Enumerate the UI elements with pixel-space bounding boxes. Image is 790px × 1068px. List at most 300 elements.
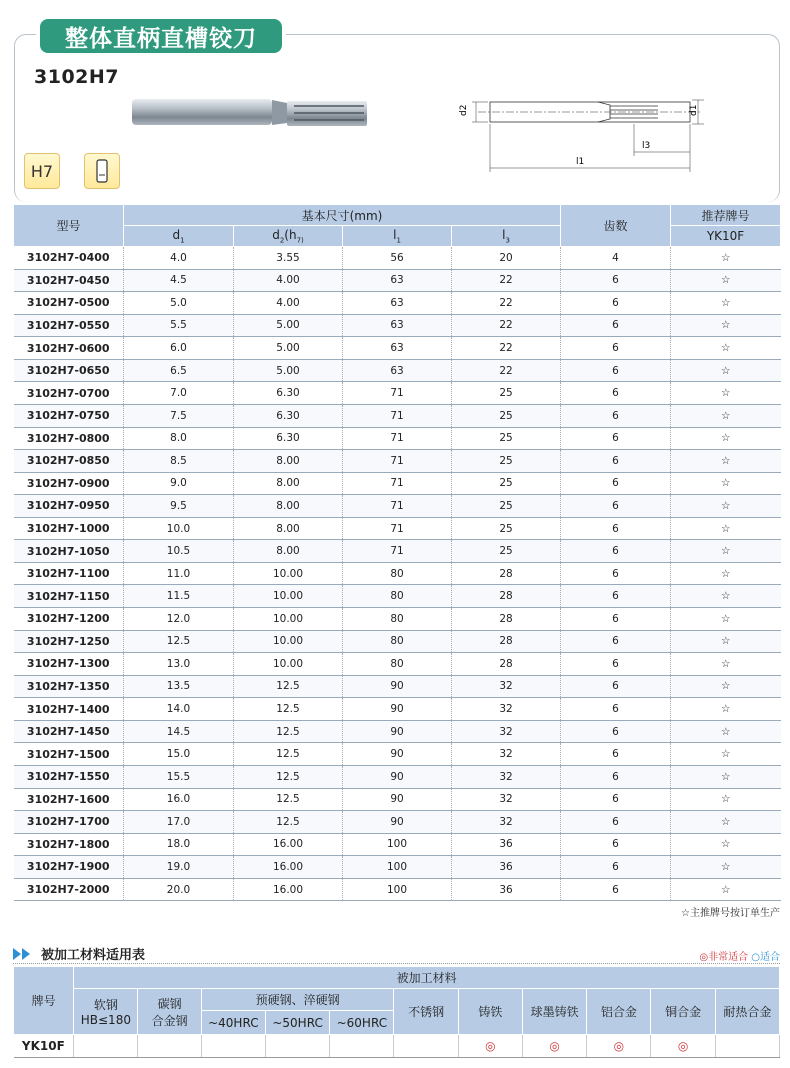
- table-cell: 32: [452, 698, 561, 721]
- table-row: [14, 788, 781, 811]
- table-cell: 12.5: [234, 765, 343, 788]
- table-cell: 15.5: [124, 765, 234, 788]
- table-cell: 22: [452, 337, 561, 360]
- table-cell: 6: [561, 608, 671, 631]
- table-cell: 3102H7-0600: [14, 337, 124, 360]
- materials-title-text: 被加工材料适用表: [41, 948, 146, 963]
- table-cell: 3102H7-0700: [14, 382, 124, 405]
- table-row: [14, 292, 781, 315]
- table-row: [14, 856, 781, 879]
- table-cell: 28: [452, 608, 561, 631]
- table-cell: 8.0: [124, 427, 234, 450]
- table-row: [14, 833, 781, 856]
- l3-sub: 3: [505, 236, 510, 245]
- table-cell: 25: [452, 427, 561, 450]
- table-cell: 36: [452, 833, 561, 856]
- table-cell: 6: [561, 743, 671, 766]
- col-grade-name-header: YK10F: [671, 226, 781, 247]
- table-row: [14, 472, 781, 495]
- table-cell: 6.5: [124, 359, 234, 382]
- table-row: [14, 878, 781, 901]
- table-row: [14, 653, 781, 676]
- table-cell: 10.00: [234, 630, 343, 653]
- table-row: [14, 247, 781, 270]
- mat-suitability-cell: ◎: [522, 1035, 586, 1058]
- table-cell: ☆: [671, 540, 781, 563]
- table-cell: 6.30: [234, 382, 343, 405]
- col-teeth-header: 齿数: [561, 205, 671, 247]
- table-cell: 32: [452, 788, 561, 811]
- table-cell: 5.00: [234, 314, 343, 337]
- col-d2-header: [234, 226, 343, 247]
- table-cell: 4.00: [234, 292, 343, 315]
- table-cell: 3102H7-1150: [14, 585, 124, 608]
- mat-suitability-cell: ◎: [587, 1035, 651, 1058]
- table-cell: 3102H7-0550: [14, 314, 124, 337]
- table-cell: ☆: [671, 292, 781, 315]
- mat-suitability-cell: ◎: [651, 1035, 715, 1058]
- table-row: [14, 269, 781, 292]
- table-cell: 25: [452, 450, 561, 473]
- table-cell: ☆: [671, 675, 781, 698]
- mat-suitability-cell: [74, 1035, 138, 1058]
- mat-col-alu: 铝合金: [587, 989, 651, 1035]
- table-cell: 25: [452, 382, 561, 405]
- table-cell: 3102H7-1800: [14, 833, 124, 856]
- table-cell: 12.5: [234, 698, 343, 721]
- table-cell: 8.00: [234, 450, 343, 473]
- table-cell: 80: [343, 585, 452, 608]
- tolerance-badge: [24, 153, 60, 189]
- table-cell: 90: [343, 720, 452, 743]
- table-row: [14, 404, 781, 427]
- label-d1: d1: [689, 104, 699, 116]
- table-cell: 20: [452, 247, 561, 270]
- table-cell: ☆: [671, 517, 781, 540]
- footnote: ☆主推牌号按订单生产: [681, 908, 780, 919]
- table-cell: 3102H7-0400: [14, 247, 124, 270]
- table-cell: 56: [343, 247, 452, 270]
- table-cell: 3102H7-1600: [14, 788, 124, 811]
- table-cell: 6: [561, 630, 671, 653]
- table-cell: 6: [561, 788, 671, 811]
- table-cell: ☆: [671, 337, 781, 360]
- table-cell: ☆: [671, 743, 781, 766]
- table-row: [14, 382, 781, 405]
- table-cell: 36: [452, 878, 561, 901]
- d2-sub: 2: [279, 236, 285, 245]
- table-cell: 9.5: [124, 495, 234, 518]
- soft-steel-label: 软钢: [93, 998, 118, 1012]
- table-cell: ☆: [671, 450, 781, 473]
- soft-steel-sub: HB≤180: [80, 1013, 131, 1027]
- table-cell: 8.00: [234, 517, 343, 540]
- table-cell: 3102H7-1400: [14, 698, 124, 721]
- d2-tol-sub: 7): [296, 236, 304, 245]
- table-cell: 3102H7-1700: [14, 811, 124, 834]
- table-cell: 6: [561, 878, 671, 901]
- table-cell: ☆: [671, 856, 781, 879]
- table-cell: ☆: [671, 562, 781, 585]
- table-cell: 100: [343, 856, 452, 879]
- table-cell: 63: [343, 337, 452, 360]
- mat-col-ductile: 球墨铸铁: [522, 989, 586, 1035]
- table-cell: 6.30: [234, 404, 343, 427]
- label-l1: l1: [576, 157, 585, 167]
- table-row: [14, 630, 781, 653]
- table-cell: 13.0: [124, 653, 234, 676]
- table-cell: 6: [561, 359, 671, 382]
- model-number: 3102H7: [34, 66, 120, 88]
- table-cell: 6: [561, 856, 671, 879]
- table-cell: 3102H7-1350: [14, 675, 124, 698]
- d1-letter: d: [172, 227, 181, 242]
- l1-sub: 1: [396, 236, 401, 245]
- table-row: [14, 495, 781, 518]
- table-cell: ☆: [671, 495, 781, 518]
- table-cell: 3102H7-0450: [14, 269, 124, 292]
- table-cell: 8.00: [234, 540, 343, 563]
- table-cell: 28: [452, 585, 561, 608]
- mat-suitability-cell: [330, 1035, 394, 1058]
- table-cell: 36: [452, 856, 561, 879]
- table-cell: ☆: [671, 765, 781, 788]
- materials-section-title: [13, 944, 145, 963]
- legend-very-suitable: ◎非常适合: [699, 952, 749, 963]
- table-row: [14, 562, 781, 585]
- table-cell: 16.00: [234, 856, 343, 879]
- table-cell: ☆: [671, 247, 781, 270]
- table-cell: 12.5: [234, 811, 343, 834]
- mat-col-castiron: 铸铁: [458, 989, 522, 1035]
- table-cell: 16.0: [124, 788, 234, 811]
- table-row: [14, 359, 781, 382]
- double-arrow-icon: [13, 948, 35, 960]
- table-cell: 8.00: [234, 495, 343, 518]
- table-cell: 80: [343, 562, 452, 585]
- table-cell: 22: [452, 269, 561, 292]
- table-cell: 6: [561, 292, 671, 315]
- table-cell: 3102H7-1900: [14, 856, 124, 879]
- col-grade-header: 推荐牌号: [671, 205, 781, 226]
- col-model-header: 型号: [14, 205, 124, 247]
- table-cell: 22: [452, 292, 561, 315]
- table-cell: ☆: [671, 630, 781, 653]
- table-cell: 6.0: [124, 337, 234, 360]
- table-cell: 14.5: [124, 720, 234, 743]
- table-cell: 4.0: [124, 247, 234, 270]
- table-cell: 6: [561, 427, 671, 450]
- table-cell: 14.0: [124, 698, 234, 721]
- table-cell: 80: [343, 608, 452, 631]
- table-cell: ☆: [671, 788, 781, 811]
- table-cell: 12.5: [234, 788, 343, 811]
- mat-col-hrc50: ~50HRC: [265, 1011, 329, 1035]
- table-cell: 71: [343, 540, 452, 563]
- table-cell: 32: [452, 765, 561, 788]
- reamer-technical-drawing: [458, 92, 708, 178]
- table-cell: 71: [343, 517, 452, 540]
- mat-suitability-cell: ◎: [458, 1035, 522, 1058]
- tolerance-label: H7: [30, 161, 54, 181]
- mat-col-stainless: 不锈钢: [394, 989, 458, 1035]
- table-cell: 6: [561, 517, 671, 540]
- table-cell: 4: [561, 247, 671, 270]
- table-cell: ☆: [671, 427, 781, 450]
- table-cell: ☆: [671, 833, 781, 856]
- table-cell: 19.0: [124, 856, 234, 879]
- table-cell: 6: [561, 450, 671, 473]
- table-cell: 28: [452, 630, 561, 653]
- table-cell: 6: [561, 765, 671, 788]
- table-cell: ☆: [671, 698, 781, 721]
- table-cell: 90: [343, 811, 452, 834]
- table-cell: 12.0: [124, 608, 234, 631]
- table-cell: ☆: [671, 720, 781, 743]
- table-cell: 16.00: [234, 878, 343, 901]
- table-cell: 90: [343, 743, 452, 766]
- table-cell: 100: [343, 878, 452, 901]
- table-cell: ☆: [671, 608, 781, 631]
- mat-col-hard-group: 预硬钢、淬硬钢: [201, 989, 394, 1011]
- mat-suitability-cell: [201, 1035, 265, 1058]
- table-cell: ☆: [671, 653, 781, 676]
- table-cell: 8.00: [234, 472, 343, 495]
- col-l1-header: [343, 226, 452, 247]
- table-cell: 3102H7-1250: [14, 630, 124, 653]
- d2-tol: (h: [284, 227, 297, 242]
- carbon-steel-label: 碳钢: [157, 996, 182, 1011]
- table-cell: 71: [343, 427, 452, 450]
- table-row: [14, 720, 781, 743]
- table-row: [14, 450, 781, 473]
- table-cell: ☆: [671, 878, 781, 901]
- table-cell: 3102H7-0950: [14, 495, 124, 518]
- mat-col-copper: 铜合金: [651, 989, 715, 1035]
- table-cell: 3102H7-1000: [14, 517, 124, 540]
- table-cell: 3102H7-1550: [14, 765, 124, 788]
- table-cell: 90: [343, 698, 452, 721]
- table-row: [14, 675, 781, 698]
- table-cell: 71: [343, 472, 452, 495]
- table-row: [14, 743, 781, 766]
- table-cell: 25: [452, 495, 561, 518]
- reamer-spec-table: [13, 204, 781, 901]
- table-cell: 12.5: [234, 720, 343, 743]
- table-cell: ☆: [671, 472, 781, 495]
- table-cell: 12.5: [234, 743, 343, 766]
- table-cell: 3102H7-1200: [14, 608, 124, 631]
- table-cell: 25: [452, 540, 561, 563]
- label-d2: d2: [459, 104, 469, 116]
- mat-suitability-cell: [265, 1035, 329, 1058]
- table-cell: 6: [561, 337, 671, 360]
- mat-col-soft: [74, 989, 138, 1035]
- table-cell: 32: [452, 675, 561, 698]
- table-cell: 71: [343, 404, 452, 427]
- table-cell: 6: [561, 382, 671, 405]
- table-cell: 7.0: [124, 382, 234, 405]
- table-row: [14, 811, 781, 834]
- table-cell: ☆: [671, 811, 781, 834]
- table-cell: ☆: [671, 404, 781, 427]
- table-cell: 63: [343, 314, 452, 337]
- mat-col-hrc60: ~60HRC: [330, 1011, 394, 1035]
- table-row: [14, 540, 781, 563]
- mat-grade-cell: YK10F: [14, 1035, 74, 1058]
- table-cell: 11.0: [124, 562, 234, 585]
- table-cell: 63: [343, 269, 452, 292]
- table-cell: 3102H7-2000: [14, 878, 124, 901]
- table-cell: 10.00: [234, 608, 343, 631]
- table-cell: 6.30: [234, 427, 343, 450]
- table-row: [14, 608, 781, 631]
- table-cell: 25: [452, 517, 561, 540]
- table-cell: ☆: [671, 269, 781, 292]
- table-cell: 71: [343, 382, 452, 405]
- table-cell: 3102H7-0650: [14, 359, 124, 382]
- table-cell: 80: [343, 630, 452, 653]
- section-divider: [13, 963, 780, 964]
- mat-suitability-cell: [394, 1035, 458, 1058]
- table-cell: ☆: [671, 359, 781, 382]
- col-d1-header: [124, 226, 234, 247]
- materials-table: [13, 966, 780, 1058]
- mat-suitability-cell: [138, 1035, 201, 1058]
- table-cell: 5.00: [234, 359, 343, 382]
- table-cell: 3102H7-1450: [14, 720, 124, 743]
- table-cell: 5.00: [234, 337, 343, 360]
- table-cell: 12.5: [124, 630, 234, 653]
- materials-legend: [699, 948, 780, 963]
- mat-row-yk10f: [14, 1035, 780, 1058]
- table-cell: 22: [452, 314, 561, 337]
- table-cell: 10.00: [234, 562, 343, 585]
- table-cell: 5.5: [124, 314, 234, 337]
- table-cell: 6: [561, 720, 671, 743]
- table-cell: 15.0: [124, 743, 234, 766]
- col-l3-header: [452, 226, 561, 247]
- table-row: [14, 517, 781, 540]
- table-row: [14, 698, 781, 721]
- table-cell: 17.0: [124, 811, 234, 834]
- table-cell: ☆: [671, 585, 781, 608]
- table-cell: 4.00: [234, 269, 343, 292]
- table-cell: 6: [561, 698, 671, 721]
- table-cell: 6: [561, 811, 671, 834]
- table-cell: 6: [561, 653, 671, 676]
- table-cell: 10.0: [124, 517, 234, 540]
- table-cell: 90: [343, 765, 452, 788]
- table-cell: 6: [561, 314, 671, 337]
- table-cell: 3102H7-1100: [14, 562, 124, 585]
- label-l3: l3: [642, 141, 651, 151]
- table-cell: 6: [561, 585, 671, 608]
- table-cell: 3102H7-1300: [14, 653, 124, 676]
- table-cell: 28: [452, 653, 561, 676]
- table-cell: 90: [343, 788, 452, 811]
- table-cell: 3102H7-0850: [14, 450, 124, 473]
- col-dimensions-header: 基本尺寸(mm): [124, 205, 561, 226]
- table-row: [14, 585, 781, 608]
- table-cell: 71: [343, 450, 452, 473]
- table-cell: 32: [452, 743, 561, 766]
- table-cell: 6: [561, 472, 671, 495]
- d2-letter: d: [272, 227, 280, 242]
- table-cell: 3102H7-0800: [14, 427, 124, 450]
- table-cell: 25: [452, 404, 561, 427]
- mat-col-heat: 耐热合金: [715, 989, 779, 1035]
- table-cell: ☆: [671, 382, 781, 405]
- table-cell: 3.55: [234, 247, 343, 270]
- d1-sub: 1: [180, 236, 185, 245]
- table-cell: 8.5: [124, 450, 234, 473]
- table-cell: 5.0: [124, 292, 234, 315]
- legend-suitable: ○适合: [751, 952, 780, 963]
- table-cell: 4.5: [124, 269, 234, 292]
- straight-shank-icon: [84, 153, 120, 189]
- page-title: 整体直柄直槽铰刀: [40, 19, 282, 53]
- table-cell: 3102H7-0500: [14, 292, 124, 315]
- table-cell: 3102H7-0750: [14, 404, 124, 427]
- table-cell: 6: [561, 404, 671, 427]
- l3-letter: l: [502, 227, 506, 242]
- table-cell: 6: [561, 495, 671, 518]
- table-cell: ☆: [671, 314, 781, 337]
- table-cell: 11.5: [124, 585, 234, 608]
- mat-col-carbon: [138, 989, 201, 1035]
- reamer-photo: [132, 96, 372, 130]
- table-cell: 6: [561, 675, 671, 698]
- table-cell: 22: [452, 359, 561, 382]
- table-cell: 18.0: [124, 833, 234, 856]
- table-cell: 25: [452, 472, 561, 495]
- table-cell: 63: [343, 359, 452, 382]
- table-cell: 6: [561, 833, 671, 856]
- table-cell: 6: [561, 269, 671, 292]
- table-cell: 3102H7-1500: [14, 743, 124, 766]
- table-cell: 20.0: [124, 878, 234, 901]
- table-cell: 63: [343, 292, 452, 315]
- table-cell: 71: [343, 495, 452, 518]
- table-cell: 12.5: [234, 675, 343, 698]
- table-cell: 32: [452, 811, 561, 834]
- table-cell: 16.00: [234, 833, 343, 856]
- table-row: [14, 427, 781, 450]
- mat-suitability-cell: [715, 1035, 779, 1058]
- table-cell: 10.00: [234, 653, 343, 676]
- mat-col-grade: 牌号: [14, 967, 74, 1035]
- alloy-steel-label: 合金钢: [151, 1013, 188, 1028]
- table-cell: 100: [343, 833, 452, 856]
- table-row: [14, 314, 781, 337]
- l1-letter: l: [393, 227, 397, 242]
- mat-col-hrc40: ~40HRC: [201, 1011, 265, 1035]
- table-row: [14, 337, 781, 360]
- table-cell: 32: [452, 720, 561, 743]
- table-cell: 3102H7-1050: [14, 540, 124, 563]
- table-cell: 80: [343, 653, 452, 676]
- table-cell: 28: [452, 562, 561, 585]
- table-cell: 10.5: [124, 540, 234, 563]
- table-cell: 6: [561, 562, 671, 585]
- table-cell: 90: [343, 675, 452, 698]
- table-cell: 13.5: [124, 675, 234, 698]
- table-cell: 9.0: [124, 472, 234, 495]
- table-cell: 7.5: [124, 404, 234, 427]
- table-cell: 10.00: [234, 585, 343, 608]
- table-row: [14, 765, 781, 788]
